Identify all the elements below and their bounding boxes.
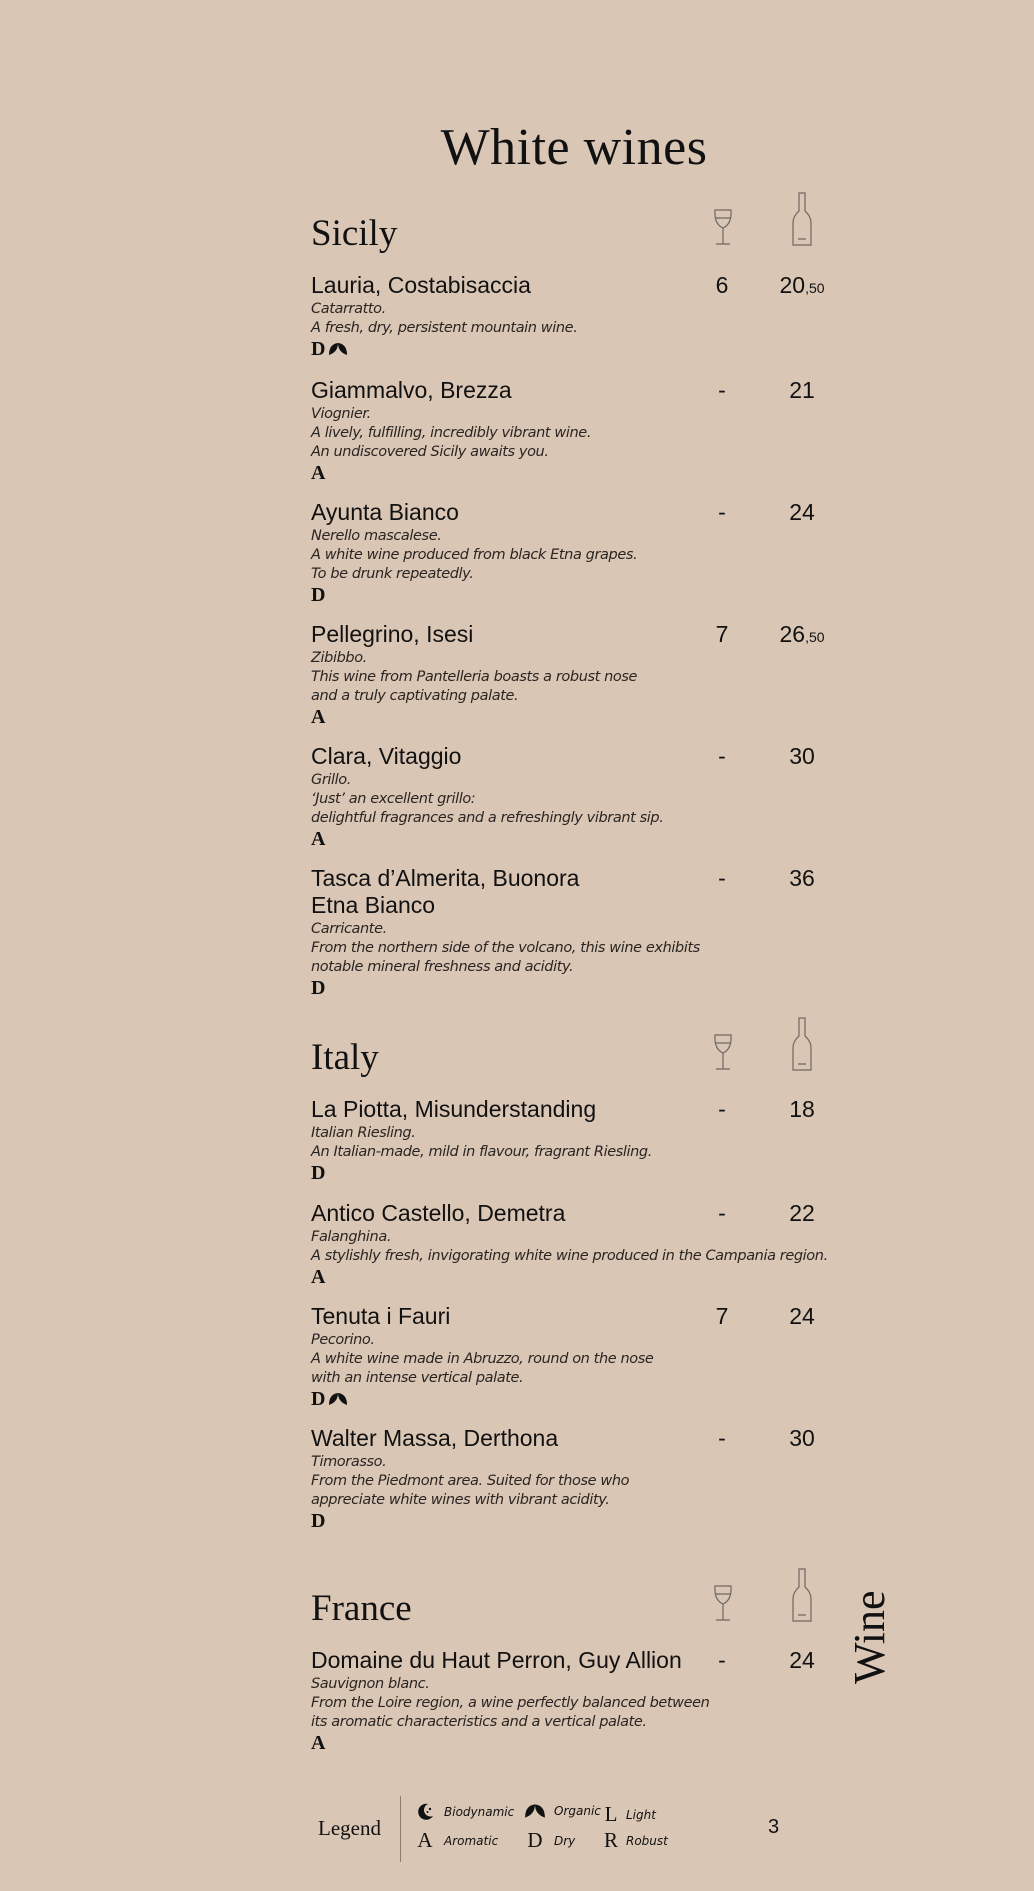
bottle-price: 20,50	[779, 272, 825, 298]
bottle-price: 21	[789, 377, 815, 403]
wine-bottle-icon	[789, 191, 815, 247]
wine-grape: Carricante.	[311, 921, 387, 937]
wine-description: A fresh, dry, persistent mountain wine.	[311, 320, 578, 336]
bottle-price: 30	[789, 743, 815, 769]
wine-description: A white wine made in Abruzzo, round on the nose with an intense vertical palate.	[311, 1351, 654, 1386]
wine-grape: Nerello mascalese.	[311, 528, 442, 544]
wine-bottle-icon	[789, 1567, 815, 1623]
wine-style-tag: D	[311, 1510, 326, 1532]
page-number: 3	[768, 1816, 780, 1838]
wine-description: This wine from Pantelleria boasts a robust nose and a truly captivating palate.	[311, 669, 638, 704]
leaf-icon	[328, 341, 348, 357]
wine-grape: Viognier.	[311, 406, 371, 422]
legend	[318, 1796, 1018, 1862]
leaf-icon	[328, 1391, 348, 1407]
section-title: Sicily	[311, 213, 398, 254]
wine-glass-icon	[711, 1033, 735, 1073]
glass-price: -	[718, 1096, 726, 1122]
section-header-france	[311, 1587, 831, 1631]
legend-dry: D Dry	[527, 1828, 576, 1852]
bottle-price: 22	[789, 1200, 815, 1226]
wine-description: An Italian-made, mild in flavour, fragrant Riesling.	[311, 1144, 652, 1160]
glass-price: -	[718, 865, 726, 891]
divider	[400, 1796, 401, 1862]
legend-aromatic: A Aromatic	[417, 1828, 499, 1852]
wine-glass-icon	[711, 1584, 735, 1624]
legend-light: L Light	[604, 1802, 656, 1826]
wine-description: ‘Just’ an excellent grillo: delightful fragrances and a refreshingly vibrant sip.	[311, 791, 664, 826]
wine-glass-icon	[711, 208, 735, 248]
legend-robust: R Robust	[604, 1828, 668, 1852]
glass-price: 7	[715, 621, 729, 647]
bottle-price: 36	[789, 865, 815, 891]
wine-name: Domaine du Haut Perron, Guy Allion	[311, 1647, 682, 1673]
leaf-icon	[524, 1802, 546, 1820]
section-header-italy	[311, 1036, 831, 1080]
wine-grape: Sauvignon blanc.	[311, 1676, 430, 1692]
wine-description: A white wine produced from black Etna grapes. To be drunk repeatedly.	[311, 547, 638, 582]
moon-icon	[414, 1802, 436, 1822]
bottle-price: 26,50	[779, 621, 825, 647]
glass-price: 6	[715, 272, 729, 298]
wine-description: From the northern side of the volcano, this wine exhibits notable mineral freshness and acidity.	[311, 940, 700, 975]
side-label: Wine	[845, 1590, 894, 1684]
wine-name: Ayunta Bianco	[311, 499, 459, 525]
glass-price: -	[718, 1200, 726, 1226]
wine-name: Walter Massa, Derthona	[311, 1425, 559, 1451]
wine-style-tag: A	[311, 1266, 326, 1288]
wine-style-tag: A	[311, 462, 326, 484]
wine-grape: Catarratto.	[311, 301, 386, 317]
bottle-price: 18	[789, 1096, 815, 1122]
section-header-sicily	[311, 212, 831, 256]
legend-biodynamic: Biodynamic	[414, 1802, 514, 1822]
wine-name: Tasca d’Almerita, Buonora Etna Bianco	[311, 865, 580, 918]
glass-price: -	[718, 1425, 726, 1451]
bottle-price: 24	[789, 1303, 815, 1329]
bottle-price: 24	[789, 1647, 815, 1673]
wine-name: Antico Castello, Demetra	[311, 1200, 566, 1226]
glass-price: 7	[715, 1303, 729, 1329]
wine-description: From the Piedmont area. Suited for those who appreciate white wines with vibrant acidity.	[311, 1473, 630, 1508]
wine-style-tag: A	[311, 706, 326, 728]
wine-style-tag: D	[311, 584, 326, 606]
wine-name: Giammalvo, Brezza	[311, 377, 512, 403]
wine-name: Lauria, Costabisaccia	[311, 272, 531, 298]
wine-name: Clara, Vitaggio	[311, 743, 462, 769]
wine-grape: Zibibbo.	[311, 650, 367, 666]
wine-style-tag: A	[311, 828, 326, 850]
wine-name: Pellegrino, Isesi	[311, 621, 474, 647]
wine-style-tag: A	[311, 1732, 326, 1754]
wine-style-tag: D	[311, 977, 326, 999]
wine-style-tag: D	[311, 1162, 326, 1184]
wine-grape: Timorasso.	[311, 1454, 387, 1470]
wine-description: A stylishly fresh, invigorating white wine produced in the Campania region.	[311, 1248, 828, 1264]
wine-name: La Piotta, Misunderstanding	[311, 1096, 597, 1122]
glass-price: -	[718, 1647, 726, 1673]
glass-price: -	[718, 743, 726, 769]
wine-description: From the Loire region, a wine perfectly balanced between its aromatic characteristics and a vertical palate.	[311, 1695, 710, 1730]
bottle-price: 30	[789, 1425, 815, 1451]
glass-price: -	[718, 377, 726, 403]
section-title: Italy	[311, 1037, 379, 1078]
legend-label: Legend	[318, 1816, 381, 1840]
wine-grape: Italian Riesling.	[311, 1125, 416, 1141]
wine-name: Tenuta i Fauri	[311, 1303, 451, 1329]
wine-description: A lively, fulfilling, incredibly vibrant wine. An undiscovered Sicily awaits you.	[311, 425, 592, 460]
wine-bottle-icon	[789, 1016, 815, 1072]
wine-grape: Grillo.	[311, 772, 351, 788]
legend-organic: Organic	[524, 1802, 601, 1820]
glass-price: -	[718, 499, 726, 525]
wine-style-tag: D	[311, 1388, 326, 1410]
wine-grape: Falanghina.	[311, 1229, 392, 1245]
page-title: White wines	[440, 119, 708, 176]
bottle-price: 24	[789, 499, 815, 525]
wine-style-tag: D	[311, 338, 326, 360]
section-title: France	[311, 1588, 412, 1629]
wine-grape: Pecorino.	[311, 1332, 375, 1348]
